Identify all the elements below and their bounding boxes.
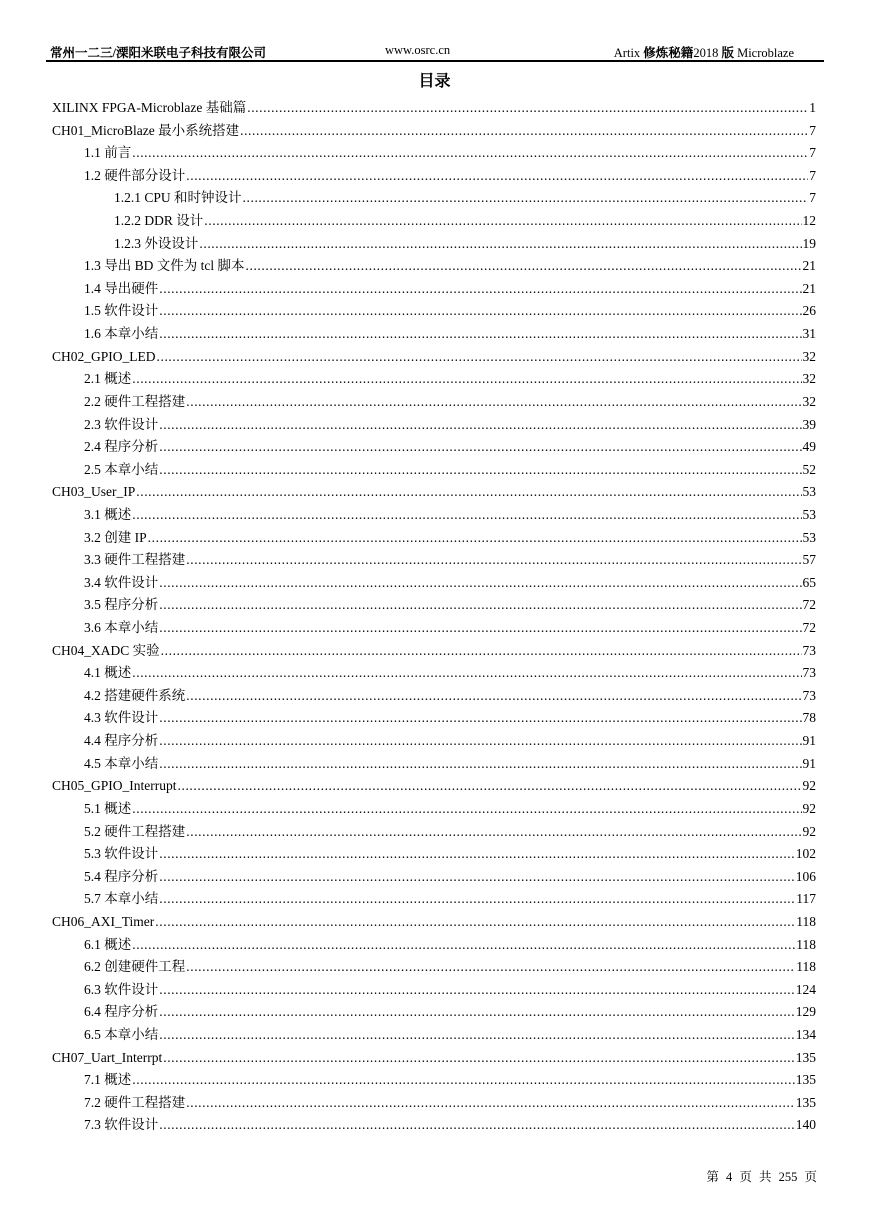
toc-entry[interactable]	[52, 730, 816, 753]
toc-entry-label[interactable]: 5.7 本章小结	[84, 891, 159, 907]
toc-leader-dots	[132, 934, 795, 956]
toc-leader-dots	[204, 210, 801, 232]
toc-leader-dots	[159, 1114, 795, 1136]
toc-entry-label[interactable]: CH05_GPIO_Interrupt	[52, 778, 177, 794]
toc-entry-page[interactable]: 31	[802, 326, 816, 342]
toc-entry-label[interactable]: 1.2.3 外设设计	[114, 235, 199, 251]
toc-entry[interactable]	[52, 233, 816, 256]
toc-entry-page[interactable]: 73	[802, 642, 816, 658]
toc-leader-dots	[186, 1092, 795, 1114]
toc-entry-label[interactable]: 7.2 硬件工程搭建	[84, 1094, 186, 1110]
toc-entry-page[interactable]: 135	[795, 1072, 816, 1088]
toc-entry-label[interactable]: 7.1 概述	[84, 1072, 132, 1088]
toc-entry-page[interactable]: 7	[809, 167, 816, 183]
toc-entry-page[interactable]: 92	[802, 800, 816, 816]
toc-leader-dots	[157, 346, 802, 368]
toc-entry-page[interactable]: 102	[795, 846, 816, 862]
toc-leader-dots	[199, 233, 801, 255]
toc-entry-label[interactable]: 4.3 软件设计	[84, 710, 159, 726]
toc-entry-page[interactable]: 78	[802, 710, 816, 726]
toc-entry[interactable]	[52, 843, 816, 866]
toc-entry-page[interactable]: 91	[802, 755, 816, 771]
toc-entry-label[interactable]: 6.5 本章小结	[84, 1026, 159, 1042]
toc-entry-label[interactable]: CH07_Uart_Interrpt	[52, 1049, 163, 1065]
toc-entry-label[interactable]: CH03_User_IP	[52, 484, 136, 500]
toc-leader-dots	[159, 436, 801, 458]
toc-entry[interactable]	[52, 594, 816, 617]
toc-entry-page[interactable]: 7	[809, 145, 816, 161]
toc-entry[interactable]	[52, 934, 816, 957]
toc-leader-dots	[132, 142, 808, 164]
toc-entry[interactable]	[52, 368, 816, 391]
toc-leader-dots	[159, 617, 801, 639]
toc-entry-page[interactable]: 21	[802, 258, 816, 274]
toc-leader-dots	[186, 821, 801, 843]
toc-entry-page[interactable]: 72	[802, 620, 816, 636]
toc-entry-page[interactable]: 135	[795, 1049, 816, 1065]
toc-entry-page[interactable]: 140	[795, 1117, 816, 1133]
toc-entry-page[interactable]: 21	[802, 280, 816, 296]
toc-entry-page[interactable]: 39	[802, 416, 816, 432]
toc-entry-label[interactable]: 1.5 软件设计	[84, 303, 159, 319]
toc-entry-label[interactable]: 1.1 前言	[84, 145, 132, 161]
toc-entry[interactable]	[52, 775, 816, 798]
toc-entry-label[interactable]: 6.3 软件设计	[84, 981, 159, 997]
toc-entry[interactable]	[52, 210, 816, 233]
toc-entry[interactable]	[52, 323, 816, 346]
toc-entry[interactable]	[52, 436, 816, 459]
toc-entry-page[interactable]: 91	[802, 733, 816, 749]
toc-entry-page[interactable]: 49	[802, 439, 816, 455]
toc-entry[interactable]	[52, 255, 816, 278]
toc-entry[interactable]	[52, 979, 816, 1002]
toc-entry[interactable]	[52, 504, 816, 527]
page-header	[46, 40, 824, 62]
toc-entry-page[interactable]: 135	[795, 1094, 816, 1110]
toc-entry-page[interactable]: 57	[802, 552, 816, 568]
toc-entry-page[interactable]: 118	[796, 959, 816, 975]
toc-entry[interactable]	[52, 798, 816, 821]
header-book-bold2: 版	[721, 46, 734, 60]
footer-page-current: 4	[725, 1170, 733, 1184]
toc-leader-dots	[159, 979, 795, 1001]
toc-leader-dots	[159, 730, 801, 752]
toc-leader-dots	[240, 120, 808, 142]
toc-entry-page[interactable]: 53	[802, 506, 816, 522]
toc-entry[interactable]	[52, 165, 816, 188]
toc-entry[interactable]	[52, 187, 816, 210]
toc-entry[interactable]	[52, 278, 816, 301]
toc-entry[interactable]	[52, 300, 816, 323]
toc-entry[interactable]	[52, 391, 816, 414]
header-book-prefix: Artix	[613, 46, 641, 60]
toc-entry-label[interactable]: 5.3 软件设计	[84, 846, 159, 862]
toc-entry-label[interactable]: 1.3 导出 BD 文件为 tcl 脚本	[84, 258, 245, 274]
toc-entry-label[interactable]: CH06_AXI_Timer	[52, 913, 155, 929]
toc-leader-dots	[247, 97, 808, 119]
toc-leader-dots	[159, 594, 801, 616]
page-title: 目录	[418, 73, 451, 90]
toc-entry[interactable]	[52, 707, 816, 730]
toc-entry-label[interactable]: 2.4 程序分析	[84, 439, 159, 455]
toc-entry-page[interactable]: 7	[809, 122, 816, 138]
toc-entry[interactable]	[52, 888, 816, 911]
toc-entry[interactable]	[52, 640, 816, 663]
toc-entry[interactable]	[52, 527, 816, 550]
toc-leader-dots	[178, 775, 802, 797]
toc-leader-dots	[159, 707, 801, 729]
toc-leader-dots	[159, 300, 801, 322]
toc-entry-page[interactable]: 117	[796, 891, 816, 907]
toc-leader-dots	[159, 459, 801, 481]
toc-leader-dots	[159, 888, 795, 910]
toc-entry-page[interactable]: 19	[802, 235, 816, 251]
toc-leader-dots	[186, 956, 795, 978]
toc-entry[interactable]	[52, 1114, 816, 1137]
toc-entry-label[interactable]: CH04_XADC 实验	[52, 642, 160, 658]
toc-entry-label[interactable]: 1.2 硬件部分设计	[84, 167, 186, 183]
toc-entry-page[interactable]: 72	[802, 597, 816, 613]
toc-entry-page[interactable]: 129	[795, 1004, 816, 1020]
toc-entry-label[interactable]: 2.2 硬件工程搭建	[84, 393, 186, 409]
toc-entry[interactable]	[52, 956, 816, 979]
toc-entry-page[interactable]: 12	[802, 213, 816, 229]
toc-entry[interactable]	[52, 1024, 816, 1047]
toc-entry-page[interactable]: 53	[802, 529, 816, 545]
header-website: www.osrc.cn	[385, 43, 451, 57]
toc-entry[interactable]	[52, 549, 816, 572]
toc-entry[interactable]	[52, 142, 816, 165]
toc-entry[interactable]	[52, 685, 816, 708]
toc-entry[interactable]	[52, 821, 816, 844]
toc-leader-dots	[159, 1001, 795, 1023]
header-book-title	[614, 43, 794, 61]
table-of-contents	[52, 97, 816, 1137]
footer-page-total: 255	[778, 1170, 798, 1184]
toc-entry-label[interactable]: 4.4 程序分析	[84, 733, 159, 749]
toc-entry-label[interactable]: 3.4 软件设计	[84, 574, 159, 590]
page-footer	[706, 1167, 817, 1185]
toc-entry-label[interactable]: 2.3 软件设计	[84, 416, 159, 432]
toc-entry-page[interactable]: 65	[802, 574, 816, 590]
toc-entry-label[interactable]: 1.4 导出硬件	[84, 280, 159, 296]
toc-entry-label[interactable]: 4.5 本章小结	[84, 755, 159, 771]
header-company: 常州一二三/溧阳米联电子科技有限公司	[50, 46, 266, 60]
toc-leader-dots	[148, 527, 802, 549]
toc-entry-label[interactable]: 6.2 创建硬件工程	[84, 959, 186, 975]
footer-suffix: 页	[804, 1170, 817, 1184]
header-book-suffix: Microblaze	[737, 46, 794, 60]
toc-leader-dots	[159, 1024, 795, 1046]
toc-entry-label[interactable]: 4.1 概述	[84, 665, 132, 681]
toc-leader-dots	[243, 187, 809, 209]
toc-entry-label[interactable]: 2.5 本章小结	[84, 461, 159, 477]
toc-leader-dots	[132, 504, 801, 526]
toc-entry-label[interactable]: 1.2.2 DDR 设计	[114, 213, 204, 229]
header-book-bold: 修炼秘籍	[643, 46, 694, 60]
toc-entry-label[interactable]: 5.2 硬件工程搭建	[84, 823, 186, 839]
toc-entry-page[interactable]: 118	[796, 936, 816, 952]
toc-entry-page[interactable]: 7	[809, 190, 816, 206]
toc-entry-page[interactable]: 32	[802, 393, 816, 409]
toc-entry-label[interactable]: 3.2 创建 IP	[84, 529, 147, 545]
toc-entry-page[interactable]: 1	[809, 100, 816, 115]
toc-entry-label[interactable]: 4.2 搭建硬件系统	[84, 687, 186, 703]
toc-leader-dots	[132, 798, 801, 820]
toc-entry[interactable]	[52, 459, 816, 482]
toc-entry[interactable]	[52, 753, 816, 776]
toc-entry-label[interactable]: CH02_GPIO_LED	[52, 348, 156, 364]
toc-entry-page[interactable]: 73	[802, 665, 816, 681]
toc-entry-label[interactable]: CH01_MicroBlaze 最小系统搭建	[52, 122, 240, 138]
footer-prefix: 第	[706, 1170, 719, 1184]
toc-entry-label[interactable]: 2.1 概述	[84, 371, 132, 387]
toc-entry-page[interactable]: 124	[795, 981, 816, 997]
toc-entry[interactable]	[52, 97, 816, 120]
toc-entry[interactable]	[52, 120, 816, 143]
toc-leader-dots	[159, 753, 801, 775]
toc-leader-dots	[161, 640, 802, 662]
toc-entry-page[interactable]: 73	[802, 687, 816, 703]
toc-leader-dots	[159, 843, 795, 865]
header-book-year: 2018	[693, 46, 719, 60]
toc-entry-label[interactable]: 1.2.1 CPU 和时钟设计	[114, 190, 242, 206]
toc-leader-dots	[159, 414, 801, 436]
toc-entry-page[interactable]: 134	[795, 1026, 816, 1042]
toc-leader-dots	[159, 572, 801, 594]
toc-leader-dots	[186, 685, 801, 707]
toc-entry-label[interactable]: 1.6 本章小结	[84, 326, 159, 342]
toc-entry[interactable]	[52, 911, 816, 934]
toc-entry[interactable]	[52, 866, 816, 889]
toc-entry[interactable]	[52, 414, 816, 437]
toc-entry[interactable]	[52, 1047, 816, 1070]
toc-entry[interactable]	[52, 572, 816, 595]
toc-leader-dots	[186, 165, 808, 187]
toc-entry-page[interactable]: 92	[802, 778, 816, 794]
toc-entry-label[interactable]: 5.4 程序分析	[84, 868, 159, 884]
toc-leader-dots	[159, 278, 801, 300]
toc-entry-label[interactable]: 5.1 概述	[84, 800, 132, 816]
toc-entry-label[interactable]: 3.6 本章小结	[84, 620, 159, 636]
toc-entry-page[interactable]: 92	[802, 823, 816, 839]
toc-entry[interactable]	[52, 346, 816, 369]
toc-leader-dots	[136, 481, 801, 503]
toc-entry[interactable]	[52, 662, 816, 685]
toc-entry-label[interactable]: XILINX FPGA-Microblaze 基础篇	[52, 100, 247, 115]
toc-entry-label[interactable]: 3.3 硬件工程搭建	[84, 552, 186, 568]
toc-entry-page[interactable]: 32	[802, 348, 816, 364]
toc-entry-page[interactable]: 106	[795, 868, 816, 884]
toc-leader-dots	[132, 1069, 795, 1091]
toc-entry-label[interactable]: 3.5 程序分析	[84, 597, 159, 613]
toc-leader-dots	[186, 549, 801, 571]
toc-entry[interactable]	[52, 617, 816, 640]
toc-entry[interactable]	[52, 481, 816, 504]
toc-leader-dots	[155, 911, 795, 933]
toc-entry-label[interactable]: 7.3 软件设计	[84, 1117, 159, 1133]
toc-entry[interactable]	[52, 1069, 816, 1092]
toc-entry-page[interactable]: 53	[802, 484, 816, 500]
toc-leader-dots	[159, 866, 795, 888]
toc-leader-dots	[132, 662, 801, 684]
toc-entry-label[interactable]: 6.4 程序分析	[84, 1004, 159, 1020]
toc-entry-page[interactable]: 26	[802, 303, 816, 319]
footer-mid: 页 共	[739, 1170, 772, 1184]
toc-entry-page[interactable]: 52	[802, 461, 816, 477]
toc-leader-dots	[246, 255, 802, 277]
toc-entry[interactable]	[52, 1001, 816, 1024]
toc-entry[interactable]	[52, 1092, 816, 1115]
toc-entry-page[interactable]: 32	[802, 371, 816, 387]
toc-leader-dots	[163, 1047, 795, 1069]
toc-entry-label[interactable]: 3.1 概述	[84, 506, 132, 522]
toc-leader-dots	[132, 368, 801, 390]
toc-leader-dots	[159, 323, 801, 345]
toc-leader-dots	[186, 391, 801, 413]
toc-entry-label[interactable]: 6.1 概述	[84, 936, 132, 952]
toc-entry-page[interactable]: 118	[796, 913, 816, 929]
